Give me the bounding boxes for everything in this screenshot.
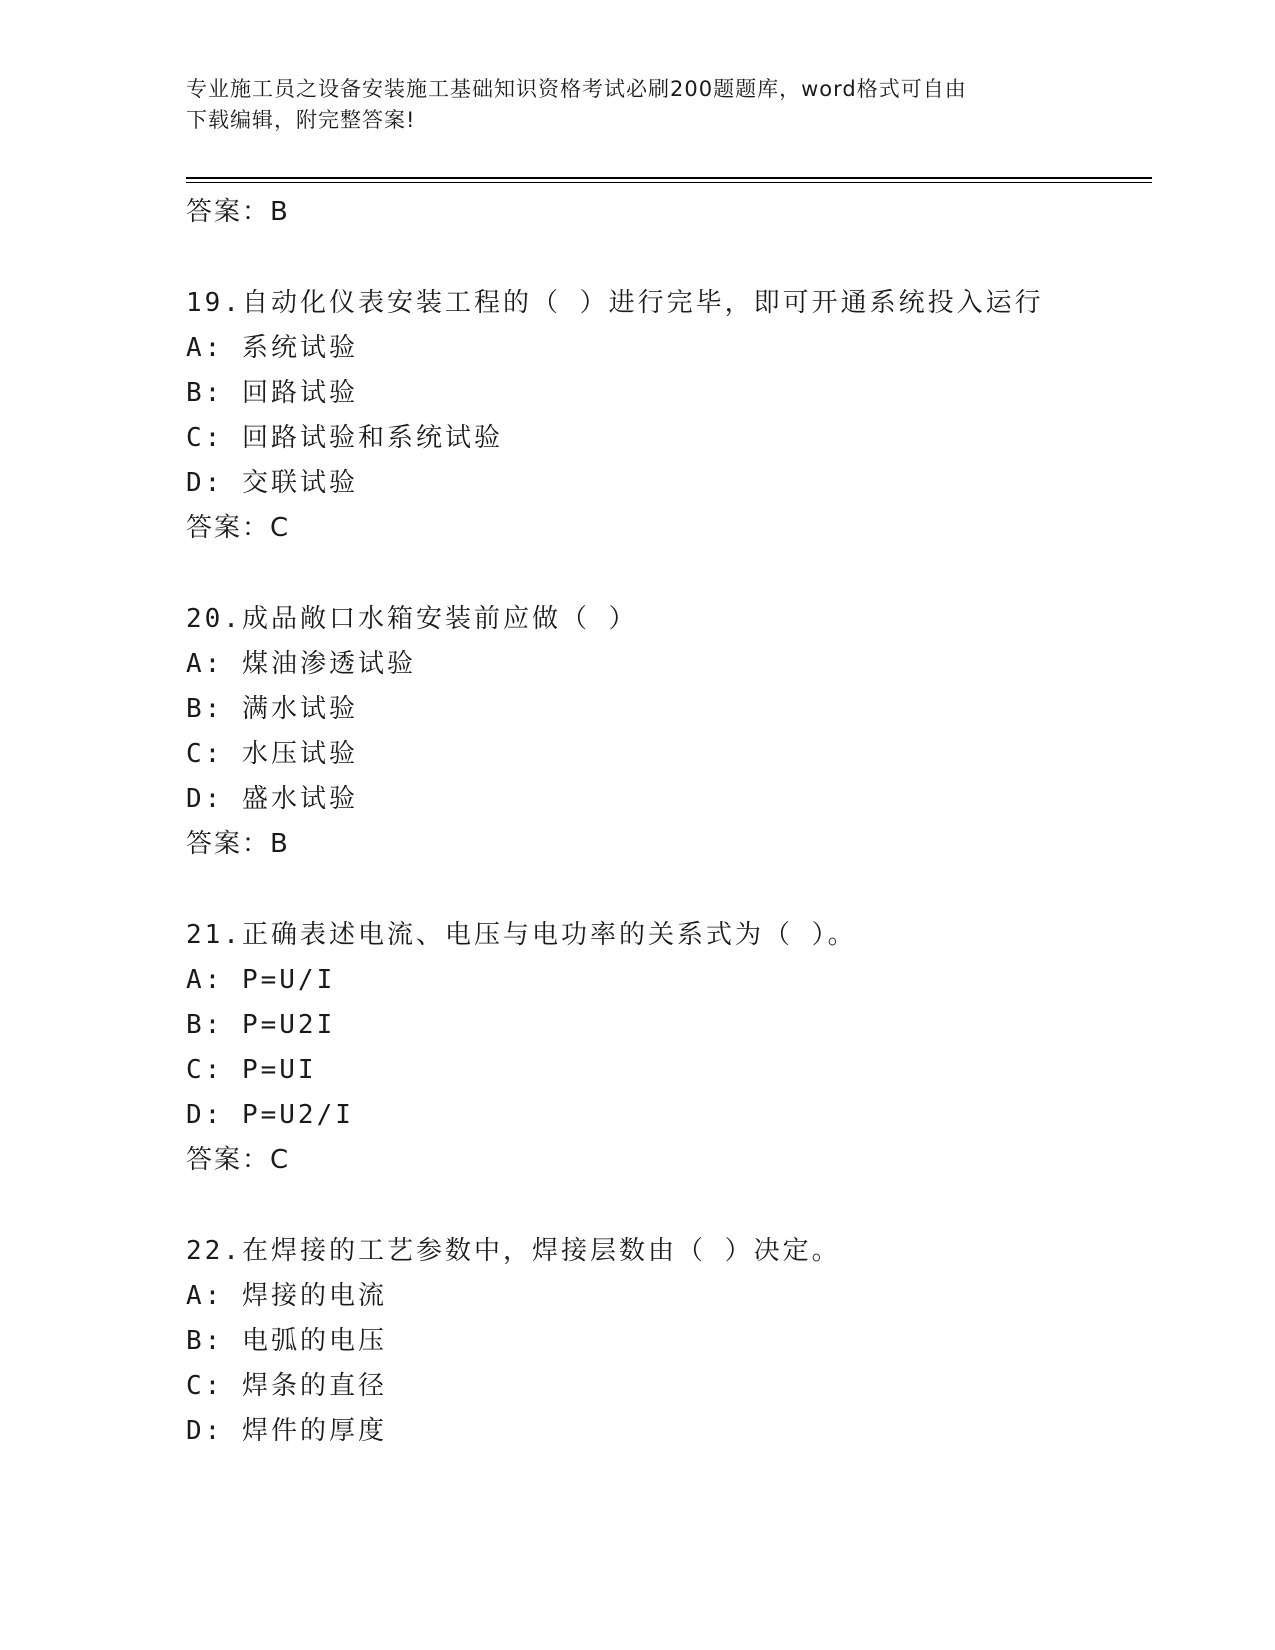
option-b: B: 回路试验 <box>186 378 358 408</box>
option-b: B: 满水试验 <box>186 694 358 724</box>
header-divider-thin <box>186 182 1152 183</box>
option-a: A: 煤油渗透试验 <box>186 649 416 679</box>
option-a: A: P=U/I <box>186 965 336 995</box>
answer: 答案：C <box>186 1145 291 1175</box>
option-c: C: P=UI <box>186 1055 317 1085</box>
header-line-1: 专业施工员之设备安装施工基础知识资格考试必刷200题题库，word格式可自由 <box>186 77 967 101</box>
question-block-22 <box>186 1229 1152 1454</box>
question-list <box>186 190 1152 1454</box>
question-text: 21.正确表述电流、电压与电功率的关系式为（ ）。 <box>186 920 857 950</box>
header-line-2: 下载编辑，附完整答案! <box>186 108 416 132</box>
spacer <box>186 867 1152 913</box>
question-block-21 <box>186 913 1152 1183</box>
page-header <box>186 74 1086 136</box>
option-a: A: 焊接的电流 <box>186 1281 387 1311</box>
spacer <box>186 551 1152 597</box>
option-c: C: 焊条的直径 <box>186 1371 387 1401</box>
option-d: D: P=U2/I <box>186 1100 354 1130</box>
question-block-20 <box>186 597 1152 867</box>
option-c: C: 水压试验 <box>186 739 358 769</box>
spacer <box>186 235 1152 281</box>
question-text: 20.成品敞口水箱安装前应做（ ） <box>186 604 638 634</box>
header-divider-thick <box>186 177 1152 179</box>
option-a: A: 系统试验 <box>186 333 358 363</box>
option-d: D: 交联试验 <box>186 468 358 498</box>
option-b: B: 电弧的电压 <box>186 1326 387 1356</box>
option-d: D: 盛水试验 <box>186 784 358 814</box>
answer: 答案：B <box>186 829 290 859</box>
spacer <box>186 1183 1152 1229</box>
option-c: C: 回路试验和系统试验 <box>186 423 503 453</box>
answer-previous: 答案：B <box>186 197 290 227</box>
question-text: 19.自动化仪表安装工程的（ ）进行完毕，即可开通系统投入运行 <box>186 288 1044 318</box>
question-block-19 <box>186 281 1152 551</box>
answer: 答案：C <box>186 513 291 543</box>
question-text: 22.在焊接的工艺参数中，焊接层数由（ ）决定。 <box>186 1236 841 1266</box>
option-b: B: P=U2I <box>186 1010 336 1040</box>
option-d: D: 焊件的厚度 <box>186 1416 387 1446</box>
